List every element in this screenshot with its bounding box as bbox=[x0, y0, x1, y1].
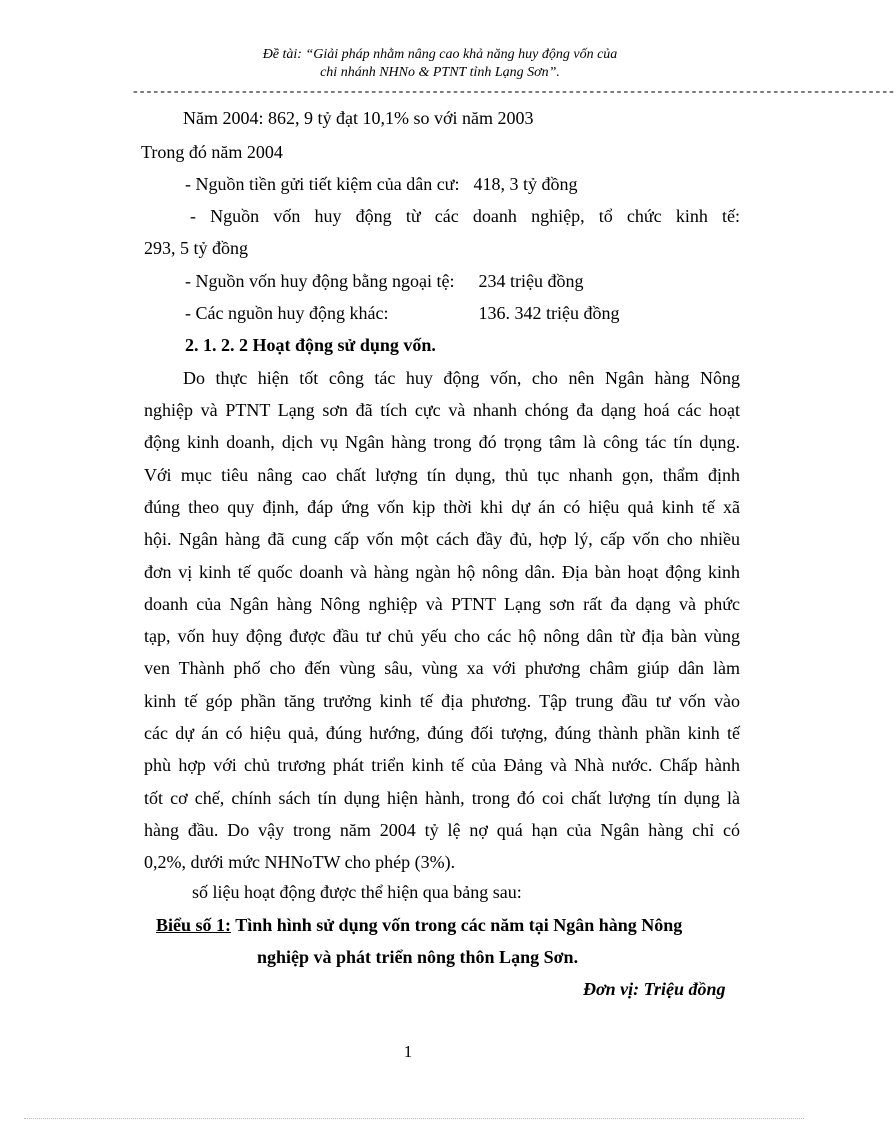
paragraph-line: kinh tế góp phần tăng trưởng kinh tế địa phương. Tập trung đầu tư vốn vào bbox=[144, 691, 740, 711]
paragraph-line: đúng theo quy định, đáp ứng vốn kịp thời khi dự án có hiệu quả kinh tế xã bbox=[144, 497, 740, 517]
page-bottom-border bbox=[24, 1118, 804, 1119]
paragraph-line: các dự án có hiệu quả, đúng hướng, đúng đối tượng, đúng thành phần kinh tế bbox=[144, 723, 740, 743]
list-item: - Nguồn vốn huy động từ các doanh nghiệp, tổ chức kinh tế: bbox=[190, 206, 740, 226]
item-label: - Nguồn tiền gửi tiết kiệm của dân cư: bbox=[185, 174, 460, 194]
section-heading: 2. 1. 2. 2 Hoạt động sử dụng vốn. bbox=[185, 335, 436, 355]
paragraph-line: 0,2%, dưới mức NHNoTW cho phép (3%). bbox=[144, 852, 456, 872]
table-caption-cont: nghiệp và phát triển nông thôn Lạng Sơn. bbox=[257, 947, 579, 967]
unit-label: Đơn vị: Triệu đồng bbox=[583, 979, 726, 999]
list-item bbox=[185, 173, 577, 195]
item-value: 418, 3 tỷ đồng bbox=[473, 174, 578, 194]
header-divider: ---------------------------------------------------------------------------------------------------------------- bbox=[133, 84, 896, 99]
paragraph-line: ven Thành phố cho đến vùng sâu, vùng xa với phương châm giúp dân làm bbox=[144, 658, 740, 678]
within-label: Trong đó năm 2004 bbox=[141, 142, 283, 162]
paragraph-line: tốt cơ chế, chính sách tín dụng hiện hành, trong đó coi chất lượng tín dụng là bbox=[144, 788, 740, 808]
paragraph-line: hàng đầu. Do vậy trong năm 2004 tỷ lệ nợ quá hạn của Ngân hàng chỉ có bbox=[144, 820, 740, 840]
caption-label: Biểu số 1: bbox=[156, 915, 232, 935]
paragraph-line: nghiệp và PTNT Lạng sơn đã tích cực và nhanh chóng đa dạng hoá các hoạt bbox=[144, 400, 740, 420]
page-number: 1 bbox=[403, 1042, 413, 1061]
list-item-continuation: 293, 5 tỷ đồng bbox=[144, 238, 249, 258]
list-item bbox=[185, 270, 583, 292]
item-value: 136. 342 triệu đồng bbox=[478, 303, 620, 323]
table-intro: số liệu hoạt động được thể hiện qua bảng sau: bbox=[192, 882, 522, 902]
paragraph-line: Với mục tiêu nâng cao chất lượng tín dụng, thủ tục nhanh gọn, thẩm định bbox=[144, 465, 740, 485]
page-header bbox=[130, 46, 750, 82]
paragraph-line: doanh của Ngân hàng Nông nghiệp và PTNT Lạng sơn rất đa dạng và phức bbox=[144, 594, 740, 614]
table-caption bbox=[156, 914, 682, 936]
item-value: 234 triệu đồng bbox=[478, 271, 584, 291]
paragraph-line: đơn vị kinh tế quốc doanh và hàng ngàn hộ nông dân. Địa bàn hoạt động kinh bbox=[144, 562, 740, 582]
paragraph-line: Do thực hiện tốt công tác huy động vốn, cho nên Ngân hàng Nông bbox=[183, 368, 740, 388]
header-line-1: Đề tài: “Giải pháp nhằm nâng cao khả năng huy động vốn của bbox=[262, 47, 618, 62]
item-label: - Nguồn vốn huy động bằng ngoại tệ: bbox=[185, 271, 455, 291]
paragraph-line: phù hợp với chủ trương phát triển kinh tế của Đảng và Nhà nước. Chấp hành bbox=[144, 755, 740, 775]
paragraph-line: tạp, vốn huy động được đầu tư chủ yếu cho các hộ nông dân từ địa bàn vùng bbox=[144, 626, 740, 646]
year-summary: Năm 2004: 862, 9 tỷ đạt 10,1% so với năm 2003 bbox=[183, 108, 534, 128]
list-item bbox=[185, 302, 619, 324]
paragraph-line: hội. Ngân hàng đã cung cấp vốn một cách đầy đủ, hợp lý, cấp vốn cho nhiều bbox=[144, 529, 740, 549]
item-label: - Các nguồn huy động khác: bbox=[185, 303, 389, 323]
header-line-2: chi nhánh NHNo & PTNT tỉnh Lạng Sơn”. bbox=[320, 65, 560, 80]
paragraph-line: động kinh doanh, dịch vụ Ngân hàng trong đó trọng tâm là công tác tín dụng. bbox=[144, 432, 740, 452]
caption-text: Tình hình sử dụng vốn trong các năm tại Ngân hàng Nông bbox=[231, 915, 683, 935]
